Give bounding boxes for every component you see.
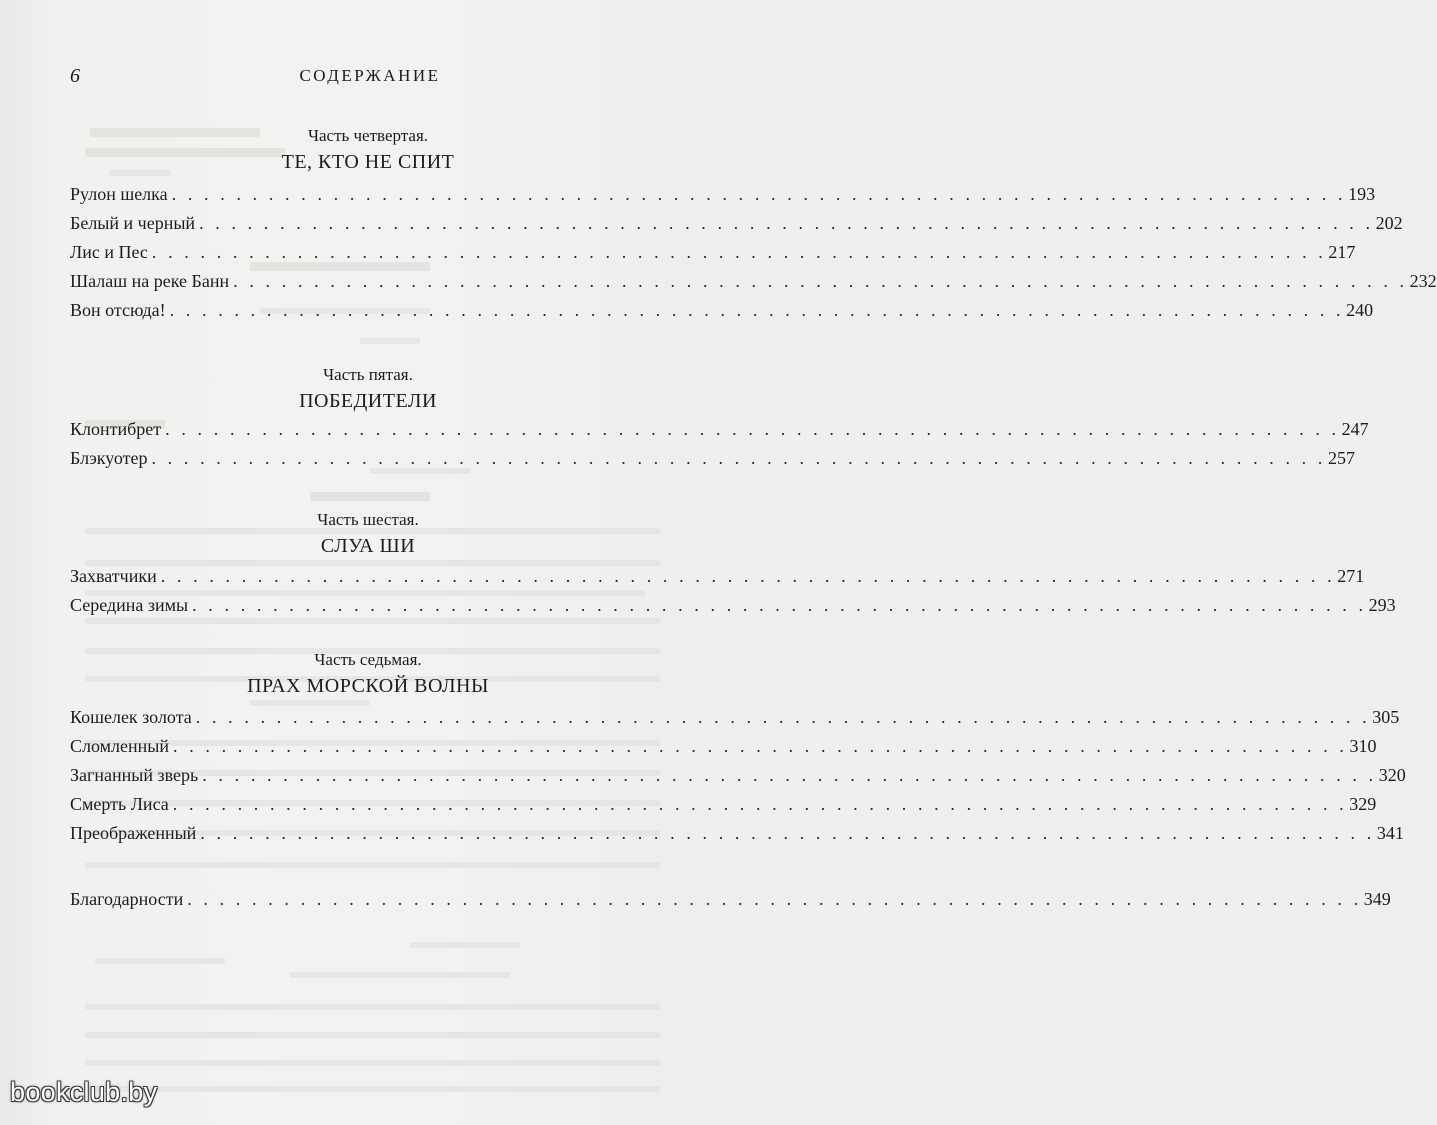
toc-entry[interactable] (70, 296, 1374, 325)
toc-entry-title: Лис и Пес (70, 242, 148, 262)
toc-entry-title: Смерть Лиса (70, 794, 169, 814)
toc-entry-title: Преображенный (70, 823, 197, 843)
leader-dots: . . . . . . . . . . . . . . . . . . . . . . . . . . . . . . . . . . . . . . . . . . . . . . . . . . . . . . . . . . . . . . . . . . . . . . . . . (171, 184, 1347, 204)
leader-dots: . . . . . . . . . . . . . . . . . . . . . . . . . . . . . . . . . . . . . . . . . . . . . . . . . . . . . . . . . . . . . . . . . . . . . . . . . (195, 707, 1371, 727)
toc-list (70, 415, 1369, 473)
toc-entry-title: Белый и черный (70, 213, 196, 233)
toc-entry[interactable] (70, 562, 1365, 591)
part-label: Часть четвертая. (307, 126, 429, 145)
leader-dots: . . . . . . . . . . . . . . . . . . . . . . . . . . . . . . . . . . . . . . . . . . . . . . . . . . . . . . . . . . . . . . . . . . . . . . . . . (192, 595, 1367, 615)
running-head: СОДЕРЖАНИЕ (299, 66, 441, 85)
toc-entry-page: 240 (1346, 300, 1374, 320)
leader-dots: . . . . . . . . . . . . . . . . . . . . . . . . . . . . . . . . . . . . . . . . . . . . . . . . . . . . . . . . . . . . . . . . . . . . . . . . . (151, 242, 1327, 262)
leader-dots: . . . . . . . . . . . . . . . . . . . . . . . . . . . . . . . . . . . . . . . . . . . . . . . . . . . . . . . . . . . . . . . . . . . . . . . . . (233, 271, 1408, 291)
toc-entry-title: Благодарности (70, 889, 184, 909)
toc-entry-title: Клонтибрет (70, 419, 162, 439)
toc-entry[interactable] (70, 591, 1396, 620)
toc-entry[interactable] (70, 732, 1377, 761)
toc-entry-title: Вон отсюда! (70, 300, 166, 320)
toc-entry[interactable] (70, 761, 1406, 790)
leader-dots: . . . . . . . . . . . . . . . . . . . . . . . . . . . . . . . . . . . . . . . . . . . . . . . . . . . . . . . . . . . . . . . . . . . . . . . . . (169, 300, 1345, 320)
toc-entry[interactable] (70, 238, 1356, 267)
leader-dots: . . . . . . . . . . . . . . . . . . . . . . . . . . . . . . . . . . . . . . . . . . . . . . . . . . . . . . . . . . . . . . . . . . . . . . . . . (165, 419, 1340, 439)
toc-entry-page: 320 (1378, 765, 1406, 785)
part-label: Часть шестая. (317, 510, 419, 529)
watermark: bookclub.by (10, 1077, 158, 1107)
leader-dots: . . . . . . . . . . . . . . . . . . . . . . . . . . . . . . . . . . . . . . . . . . . . . . . . . . . . . . . . . . . . . . . . . . . . . . . . . (187, 889, 1362, 909)
toc-list (70, 703, 1406, 848)
leader-dots: . . . . . . . . . . . . . . . . . . . . . . . . . . . . . . . . . . . . . . . . . . . . . . . . . . . . . . . . . . . . . . . . . . . . . . . . . (172, 794, 1348, 814)
leader-dots: . . . . . . . . . . . . . . . . . . . . . . . . . . . . . . . . . . . . . . . . . . . . . . . . . . . . . . . . . . . . . . . . . . . . . . . . . (199, 213, 1374, 233)
toc-entry[interactable] (70, 703, 1400, 732)
toc-entry-title: Загнанный зверь (70, 765, 199, 785)
toc-entry[interactable] (70, 819, 1404, 848)
part-label: Часть пятая. (323, 365, 413, 384)
toc-list (70, 180, 1437, 325)
toc-entry-page: 293 (1368, 595, 1396, 615)
toc-entry-page: 329 (1349, 794, 1377, 814)
toc-entry-page: 349 (1363, 889, 1391, 909)
part-heading (0, 650, 736, 699)
toc-entry-title: Сломленный (70, 736, 169, 756)
toc-entry-page: 217 (1328, 242, 1356, 262)
part-heading (0, 510, 736, 559)
leader-dots: . . . . . . . . . . . . . . . . . . . . . . . . . . . . . . . . . . . . . . . . . . . . . . . . . . . . . . . . . . . . . . . . . . . . . . . . . (151, 448, 1326, 468)
toc-entry-title: Шалаш на реке Банн (70, 271, 230, 291)
toc-entry-page: 232 (1409, 271, 1437, 291)
toc-entry-page: 257 (1327, 448, 1355, 468)
toc-entry-acknowledgements[interactable] (70, 885, 1391, 914)
part-title: ПОБЕДИТЕЛИ (299, 390, 437, 412)
toc-entry-page: 193 (1348, 184, 1376, 204)
leader-dots: . . . . . . . . . . . . . . . . . . . . . . . . . . . . . . . . . . . . . . . . . . . . . . . . . . . . . . . . . . . . . . . . . . . . . . . . . (173, 736, 1348, 756)
toc-entry[interactable] (70, 415, 1369, 444)
toc-entry-title: Середина зимы (70, 595, 189, 615)
toc-list (70, 885, 1391, 914)
toc-entry[interactable] (70, 267, 1437, 296)
part-heading (0, 126, 736, 175)
toc-entry[interactable] (70, 790, 1377, 819)
toc-entry[interactable] (70, 209, 1403, 238)
toc-entry[interactable] (70, 444, 1355, 473)
toc-entry-page: 271 (1337, 566, 1365, 586)
toc-entry-page: 341 (1376, 823, 1404, 843)
part-title: СЛУА ШИ (320, 535, 416, 557)
page-number: 6 (70, 65, 80, 87)
leader-dots: . . . . . . . . . . . . . . . . . . . . . . . . . . . . . . . . . . . . . . . . . . . . . . . . . . . . . . . . . . . . . . . . . . . . . . . . . (202, 765, 1377, 785)
toc-entry-title: Блэкуотер (70, 448, 148, 468)
part-title: ПРАХ МОРСКОЙ ВОЛНЫ (247, 675, 489, 697)
toc-entry-title: Кошелек золота (70, 707, 192, 727)
part-title: ТЕ, КТО НЕ СПИТ (281, 151, 455, 173)
toc-entry-page: 247 (1341, 419, 1369, 439)
toc-entry-page: 202 (1375, 213, 1403, 233)
toc-entry-page: 305 (1372, 707, 1400, 727)
leader-dots: . . . . . . . . . . . . . . . . . . . . . . . . . . . . . . . . . . . . . . . . . . . . . . . . . . . . . . . . . . . . . . . . . . . . . . . . . (200, 823, 1375, 843)
part-heading (0, 365, 736, 414)
toc-entry-title: Захватчики (70, 566, 157, 586)
toc-entry-title: Рулон шелка (70, 184, 168, 204)
part-label: Часть седьмая. (314, 650, 422, 669)
toc-entry-page: 310 (1349, 736, 1377, 756)
toc-entry[interactable] (70, 180, 1376, 209)
leader-dots: . . . . . . . . . . . . . . . . . . . . . . . . . . . . . . . . . . . . . . . . . . . . . . . . . . . . . . . . . . . . . . . . . . . . . . . . . (160, 566, 1336, 586)
toc-list (70, 562, 1396, 620)
